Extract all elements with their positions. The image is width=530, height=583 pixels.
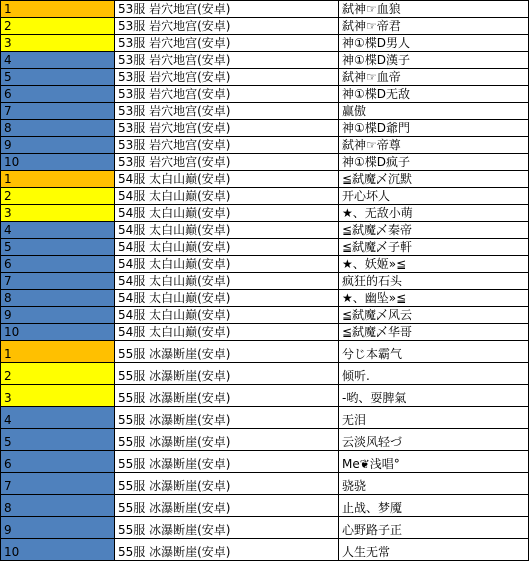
rank-cell[interactable]: 7 <box>1 273 115 290</box>
rank-cell[interactable]: 10 <box>1 154 115 171</box>
player-name-cell[interactable]: 神①楪D漢子 <box>339 52 529 69</box>
server-cell[interactable]: 55服 冰瀑断崖(安卓) <box>115 341 339 363</box>
server-cell[interactable]: 55服 冰瀑断崖(安卓) <box>115 473 339 495</box>
player-name-cell[interactable]: 开心坏人 <box>339 188 529 205</box>
table-row <box>1 429 529 451</box>
server-cell[interactable]: 53服 岩穴地宫(安卓) <box>115 1 339 18</box>
server-cell[interactable]: 54服 太白山巅(安卓) <box>115 256 339 273</box>
server-cell[interactable]: 53服 岩穴地宫(安卓) <box>115 154 339 171</box>
table-row <box>1 120 529 137</box>
player-name-cell[interactable]: 骁骁 <box>339 473 529 495</box>
player-name-cell[interactable]: ★、无敌小萌 <box>339 205 529 222</box>
player-name-cell[interactable]: 倾听. <box>339 363 529 385</box>
player-name-cell[interactable]: -哟、耍脾氣 <box>339 385 529 407</box>
player-name-cell[interactable]: 赢傲 <box>339 103 529 120</box>
rank-cell[interactable]: 1 <box>1 1 115 18</box>
table-row <box>1 341 529 363</box>
table-row <box>1 35 529 52</box>
rank-cell[interactable]: 5 <box>1 239 115 256</box>
server-cell[interactable]: 54服 太白山巅(安卓) <box>115 290 339 307</box>
server-cell[interactable]: 54服 太白山巅(安卓) <box>115 222 339 239</box>
player-name-cell[interactable]: ≦弑魔乄华哥 <box>339 324 529 341</box>
server-cell[interactable]: 55服 冰瀑断崖(安卓) <box>115 451 339 473</box>
table-row <box>1 205 529 222</box>
table-row <box>1 137 529 154</box>
server-cell[interactable]: 53服 岩穴地宫(安卓) <box>115 120 339 137</box>
server-cell[interactable]: 54服 太白山巅(安卓) <box>115 324 339 341</box>
table-row <box>1 324 529 341</box>
table-row <box>1 363 529 385</box>
server-cell[interactable]: 53服 岩穴地宫(安卓) <box>115 35 339 52</box>
table-row <box>1 290 529 307</box>
rank-cell[interactable]: 5 <box>1 429 115 451</box>
table-row <box>1 451 529 473</box>
rank-cell[interactable]: 1 <box>1 341 115 363</box>
server-cell[interactable]: 54服 太白山巅(安卓) <box>115 171 339 188</box>
table-row <box>1 222 529 239</box>
rank-cell[interactable]: 4 <box>1 52 115 69</box>
player-name-cell[interactable]: 弑神☞血狼 <box>339 1 529 18</box>
player-name-cell[interactable]: ≦弑魔乄秦帝 <box>339 222 529 239</box>
ranking-rows <box>1 1 529 561</box>
player-name-cell[interactable]: ≦弑魔乄风云 <box>339 307 529 324</box>
table-row <box>1 103 529 120</box>
table-row <box>1 18 529 35</box>
rank-cell[interactable]: 8 <box>1 290 115 307</box>
rank-cell[interactable]: 4 <box>1 407 115 429</box>
rank-cell[interactable]: 10 <box>1 324 115 341</box>
rank-cell[interactable]: 9 <box>1 517 115 539</box>
server-cell[interactable]: 55服 冰瀑断崖(安卓) <box>115 517 339 539</box>
server-cell[interactable]: 55服 冰瀑断崖(安卓) <box>115 363 339 385</box>
table-row <box>1 307 529 324</box>
table-row <box>1 273 529 290</box>
table-row <box>1 517 529 539</box>
player-name-cell[interactable]: 弑神☞帝君 <box>339 18 529 35</box>
server-cell[interactable]: 54服 太白山巅(安卓) <box>115 273 339 290</box>
table-row <box>1 86 529 103</box>
table-row <box>1 385 529 407</box>
player-name-cell[interactable]: ≦弑魔乄子軒 <box>339 239 529 256</box>
server-cell[interactable]: 55服 冰瀑断崖(安卓) <box>115 407 339 429</box>
server-cell[interactable]: 55服 冰瀑断崖(安卓) <box>115 495 339 517</box>
player-name-cell[interactable]: 云淡风轻づ <box>339 429 529 451</box>
rank-cell[interactable]: 9 <box>1 307 115 324</box>
server-cell[interactable]: 54服 太白山巅(安卓) <box>115 188 339 205</box>
rank-cell[interactable]: 7 <box>1 473 115 495</box>
rank-cell[interactable]: 10 <box>1 539 115 561</box>
server-cell[interactable]: 53服 岩穴地宫(安卓) <box>115 18 339 35</box>
server-cell[interactable]: 54服 太白山巅(安卓) <box>115 205 339 222</box>
rank-cell[interactable]: 3 <box>1 385 115 407</box>
player-name-cell[interactable]: 神①楪D爺門 <box>339 120 529 137</box>
player-name-cell[interactable]: Me❦浅唱° <box>339 451 529 473</box>
rank-cell[interactable]: 1 <box>1 171 115 188</box>
player-name-cell[interactable]: 人生无常 <box>339 539 529 561</box>
server-cell[interactable]: 54服 太白山巅(安卓) <box>115 307 339 324</box>
server-cell[interactable]: 53服 岩穴地宫(安卓) <box>115 137 339 154</box>
server-cell[interactable]: 53服 岩穴地宫(安卓) <box>115 52 339 69</box>
table-row <box>1 154 529 171</box>
player-name-cell[interactable]: ★、幽坠»≦ <box>339 290 529 307</box>
server-cell[interactable]: 55服 冰瀑断崖(安卓) <box>115 539 339 561</box>
rank-cell[interactable]: 6 <box>1 256 115 273</box>
rank-cell[interactable]: 2 <box>1 188 115 205</box>
rank-cell[interactable]: 3 <box>1 35 115 52</box>
player-name-cell[interactable]: 神①楪D男人 <box>339 35 529 52</box>
rank-cell[interactable]: 3 <box>1 205 115 222</box>
rank-cell[interactable]: 8 <box>1 120 115 137</box>
rank-cell[interactable]: 7 <box>1 103 115 120</box>
player-name-cell[interactable]: 疯狂的石头 <box>339 273 529 290</box>
table-row <box>1 69 529 86</box>
rank-cell[interactable]: 6 <box>1 451 115 473</box>
player-name-cell[interactable]: 心野路子正 <box>339 517 529 539</box>
player-name-cell[interactable]: ★、妖姬»≦ <box>339 256 529 273</box>
player-name-cell[interactable]: 神①楪D无敌 <box>339 86 529 103</box>
server-cell[interactable]: 54服 太白山巅(安卓) <box>115 239 339 256</box>
server-cell[interactable]: 55服 冰瀑断崖(安卓) <box>115 429 339 451</box>
rank-cell[interactable]: 9 <box>1 137 115 154</box>
rank-cell[interactable]: 5 <box>1 69 115 86</box>
player-name-cell[interactable]: ≦弑魔乄沉默 <box>339 171 529 188</box>
player-name-cell[interactable]: 无泪 <box>339 407 529 429</box>
table-row <box>1 239 529 256</box>
player-name-cell[interactable]: 弑神☞血帝 <box>339 69 529 86</box>
table-row <box>1 539 529 561</box>
table-row <box>1 495 529 517</box>
rank-cell[interactable]: 2 <box>1 363 115 385</box>
rank-cell[interactable]: 6 <box>1 86 115 103</box>
table-row <box>1 256 529 273</box>
table-row <box>1 1 529 18</box>
table-row <box>1 407 529 429</box>
server-cell[interactable]: 53服 岩穴地宫(安卓) <box>115 69 339 86</box>
player-name-cell[interactable]: 神①楪D疯子 <box>339 154 529 171</box>
server-cell[interactable]: 55服 冰瀑断崖(安卓) <box>115 385 339 407</box>
table-row <box>1 171 529 188</box>
table-row <box>1 52 529 69</box>
player-name-cell[interactable]: 止战、梦魇 <box>339 495 529 517</box>
player-name-cell[interactable]: 弑神☞帝尊 <box>339 137 529 154</box>
server-cell[interactable]: 53服 岩穴地宫(安卓) <box>115 103 339 120</box>
table-row <box>1 188 529 205</box>
rank-cell[interactable]: 8 <box>1 495 115 517</box>
rank-cell[interactable]: 2 <box>1 18 115 35</box>
rank-cell[interactable]: 4 <box>1 222 115 239</box>
player-name-cell[interactable]: 兮じ本霸气 <box>339 341 529 363</box>
server-cell[interactable]: 53服 岩穴地宫(安卓) <box>115 86 339 103</box>
table-row <box>1 473 529 495</box>
